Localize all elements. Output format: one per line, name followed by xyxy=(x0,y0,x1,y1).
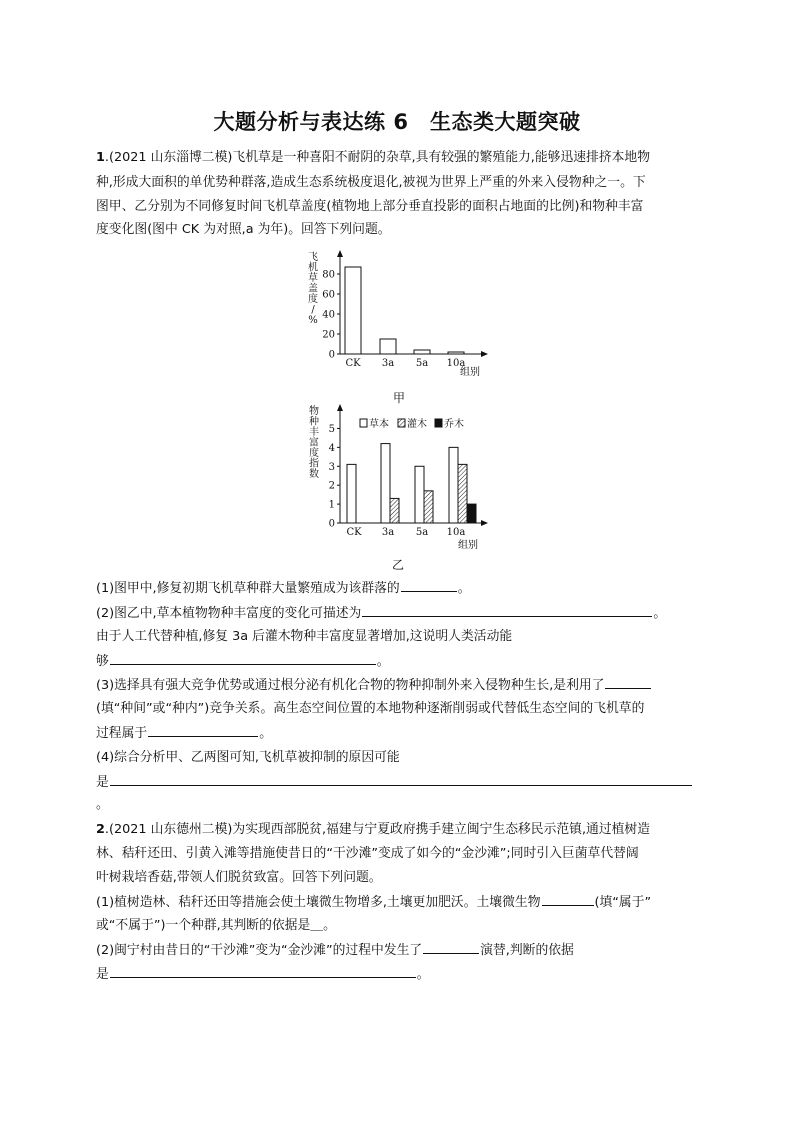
q2-sub1-end: (填“属于” xyxy=(594,895,652,910)
q1-sub3-line-2: (填“种间”或“种内”)竞争关系。高生态空间位置的本地物种逐渐削弱或代替低生态空间的飞机草的 xyxy=(96,701,645,716)
y-axis-title-char: 物 xyxy=(309,406,319,417)
bar-灌木 xyxy=(390,498,399,523)
legend-label: 乔木 xyxy=(444,419,464,430)
q1-sub4-line2-start: 是 xyxy=(96,775,109,790)
q1-intro-line-2: 种,形成大面积的单优势种群落,造成生态系统极度退化,被视为世界上严重的外来入侵物种之一。下 xyxy=(96,175,646,190)
y-axis-title-char: 盖 xyxy=(308,283,318,295)
bar xyxy=(414,350,430,354)
y-tick-label: 40 xyxy=(322,309,335,321)
q1-sub2-line-2: 由于人工代替种植,修复 3a 后灌木物种丰富度显著增加,这说明人类活动能 xyxy=(96,629,513,644)
q1-sub3-line3-start: 过程属于 xyxy=(96,726,148,741)
bar xyxy=(380,339,396,354)
bar-灌木 xyxy=(458,464,467,523)
bar xyxy=(345,267,361,354)
legend-swatch xyxy=(398,419,405,427)
x-tick-label: CK xyxy=(346,527,362,538)
q1-sub1-blank[interactable] xyxy=(401,579,457,592)
q1-sub3-blank-2[interactable] xyxy=(148,724,258,737)
chart-yi xyxy=(300,402,500,554)
q1-sub2-end: 。 xyxy=(653,606,667,621)
q1-sub2-line3-end: 。 xyxy=(376,654,390,669)
y-axis-title-char: 度 xyxy=(308,294,318,305)
x-axis-title: 组别 xyxy=(458,540,478,551)
q2-intro-line-2: 林、秸秆还田、引黄入滩等措施使昔日的“干沙滩”变成了如今的“金沙滩”;同时引入巨菌草代替阔 xyxy=(96,846,639,861)
x-tick-label: 3a xyxy=(381,527,395,538)
y-axis-title-char: 飞 xyxy=(308,252,318,263)
q1-source: .(2021 山东淄博二模) xyxy=(104,150,233,165)
x-axis-arrow xyxy=(481,520,488,526)
y-axis-title-char: % xyxy=(308,315,318,326)
q2-intro-line-3: 叶树栽培香菇,带领人们脱贫致富。回答下列问题。 xyxy=(96,870,382,885)
q2-sub2-line-2 xyxy=(96,965,430,984)
y-tick-label: 5 xyxy=(328,423,335,435)
q2-sub2-blank-2[interactable] xyxy=(110,965,416,978)
legend-swatch xyxy=(360,419,367,427)
legend-label: 灌木 xyxy=(407,419,427,430)
y-axis-title xyxy=(309,404,319,480)
y-tick-label: 2 xyxy=(328,480,335,492)
q2-sub2-text: (2)闽宁村由昔日的“干沙滩”变为“金沙滩”的过程中发生了 xyxy=(96,943,423,958)
y-tick-label: 4 xyxy=(328,442,335,454)
q2-sub2-blank-1[interactable] xyxy=(423,941,479,954)
q2-sub1 xyxy=(96,893,651,912)
x-axis-title: 组别 xyxy=(460,367,480,378)
q1-sub3-text: (3)选择具有强大竞争优势或通过根分泌有机化合物的物种抑制外来入侵物种生长,是利用了 xyxy=(96,678,605,693)
bar-草本 xyxy=(381,444,390,523)
q2-sub1-blank[interactable] xyxy=(542,893,594,906)
q1-sub2-blank-2[interactable] xyxy=(110,652,376,665)
bar-灌木 xyxy=(424,491,433,523)
y-axis-title xyxy=(308,251,318,326)
q1-number: 1 xyxy=(96,150,105,165)
y-tick-label: 1 xyxy=(328,499,335,511)
chart-jia-caption: 甲 xyxy=(393,391,406,405)
y-axis-arrow xyxy=(337,250,343,257)
y-tick-label: 60 xyxy=(322,289,335,301)
q2-sub2-end: 演替,判断的依据 xyxy=(480,943,574,958)
chart-yi-caption: 乙 xyxy=(392,558,405,572)
q1-sub1 xyxy=(96,579,471,598)
q1-intro-line-3: 图甲、乙分别为不同修复时间飞机草盖度(植物地上部分垂直投影的面积占地面的比例)和物种丰富 xyxy=(96,199,644,214)
q1-intro-line-4: 度变化图(图中 CK 为对照,a 为年)。回答下列问题。 xyxy=(96,222,391,237)
q2-sub2-line2-start: 是 xyxy=(96,967,109,982)
x-tick-label: 3a xyxy=(381,358,395,369)
q1-text-1: 飞机草是一种喜阳不耐阴的杂草,具有较强的繁殖能力,能够迅速排挤本地物 xyxy=(232,150,651,165)
q2-number: 2 xyxy=(96,822,105,837)
q2-source: .(2021 山东德州二模) xyxy=(104,822,233,837)
y-axis-title-char: 种 xyxy=(309,416,319,428)
q1-sub4: (4)综合分析甲、乙两图可知,飞机草被抑制的原因可能 xyxy=(96,750,400,765)
q1-intro-line-1 xyxy=(96,149,650,167)
y-axis-title-char: 草 xyxy=(308,273,318,284)
legend-label: 草本 xyxy=(369,419,389,430)
q2-sub1-line-2: 或“不属于”)一个种群,其判断的依据是＿。 xyxy=(96,918,336,933)
x-tick-label: 10a xyxy=(446,527,466,538)
q2-sub1-text: (1)植树造林、秸秆还田等措施会使土壤微生物增多,土壤更加肥沃。土壤微生物 xyxy=(96,895,541,910)
q2-sub2 xyxy=(96,941,574,960)
x-tick-label: 5a xyxy=(415,358,429,369)
y-axis-title-char: / xyxy=(311,304,315,316)
x-tick-label: 10a xyxy=(446,358,466,369)
bar-乔木 xyxy=(467,504,476,523)
q1-sub1-end: 。 xyxy=(457,581,471,596)
bar-草本 xyxy=(415,466,424,523)
q2-sub2-line2-end: 。 xyxy=(416,967,430,982)
q1-sub2-text: (2)图乙中,草本植物物种丰富度的变化可描述为 xyxy=(96,606,362,621)
y-axis-title-char: 数 xyxy=(309,469,319,480)
y-axis-title-char: 指 xyxy=(309,458,319,470)
q1-sub2-line3-start: 够 xyxy=(96,654,109,669)
bar xyxy=(448,352,464,354)
y-axis-title-char: 度 xyxy=(309,448,319,459)
q2-intro-line-1 xyxy=(96,821,650,839)
page-title: 大题分析与表达练 6 生态类大题突破 xyxy=(213,110,581,134)
x-tick-label: 5a xyxy=(415,527,429,538)
y-axis-arrow xyxy=(337,404,343,411)
q1-sub3-blank-1[interactable] xyxy=(605,676,651,689)
y-axis-title-char: 丰 xyxy=(309,427,319,438)
x-axis-arrow xyxy=(481,351,488,357)
y-tick-label: 3 xyxy=(328,461,335,473)
y-tick-label: 20 xyxy=(322,329,335,341)
q1-sub3-line3-end: 。 xyxy=(259,726,272,741)
y-axis-title-char: 富 xyxy=(309,437,319,449)
legend-swatch xyxy=(435,419,442,427)
q1-sub4-blank[interactable] xyxy=(110,773,692,786)
q1-sub2-blank-1[interactable] xyxy=(362,604,652,617)
y-axis-title-char: 机 xyxy=(308,262,318,274)
bar-草本 xyxy=(449,447,458,523)
q1-sub3 xyxy=(96,676,652,695)
q1-sub4-line-3: 。 xyxy=(96,797,109,812)
y-tick-label: 80 xyxy=(322,269,335,281)
q1-sub4-line-2 xyxy=(96,773,693,792)
y-tick-label: 0 xyxy=(328,349,335,361)
x-tick-label: CK xyxy=(345,358,361,369)
q1-sub3-line-3 xyxy=(96,724,272,743)
q1-sub2 xyxy=(96,604,666,623)
chart-jia xyxy=(300,248,500,383)
y-tick-label: 0 xyxy=(328,518,335,530)
q1-sub1-text: (1)图甲中,修复初期飞机草种群大量繁殖成为该群落的 xyxy=(96,581,400,596)
bar-草本 xyxy=(347,464,356,523)
q1-sub2-line-3 xyxy=(96,652,390,671)
q2-text-1: 为实现西部脱贫,福建与宁夏政府携手建立闽宁生态移民示范镇,通过植树造 xyxy=(232,822,651,837)
